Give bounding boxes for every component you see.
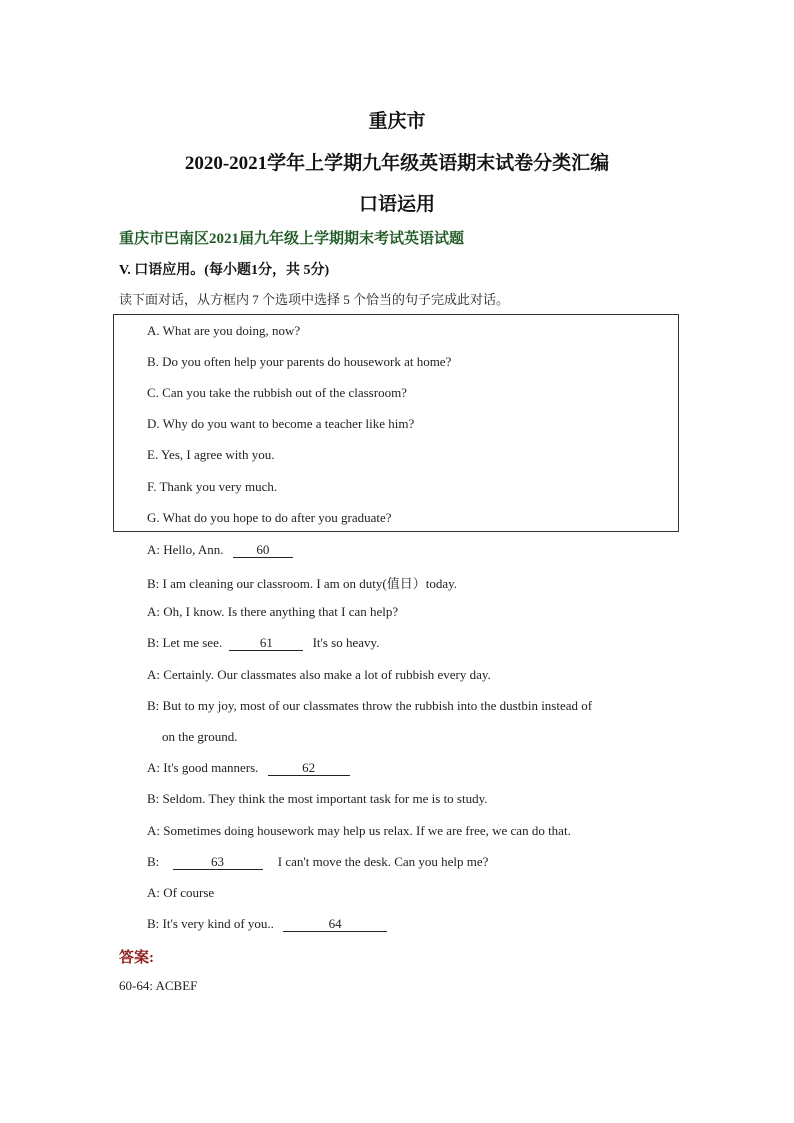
source-heading: 重庆市巴南区2021届九年级上学期期末考试英语试题 (119, 231, 465, 247)
dialogue-text: B: Let me see. (147, 635, 223, 650)
dialogue-line (147, 542, 293, 558)
dialogue-text: A: It's good manners. (147, 760, 259, 775)
dialogue-line: A: Of course (147, 885, 215, 900)
option-g: G. What do you hope to do after you graduate? (147, 510, 392, 525)
title-city: 重庆市 (368, 111, 426, 132)
blank-64: 64 (283, 917, 387, 932)
dialogue-line: A: Sometimes doing housework may help us relax. If we are free, we can do that. (147, 823, 571, 838)
dialogue-line (147, 760, 350, 776)
option-d: D. Why do you want to become a teacher like him? (147, 416, 415, 431)
dialogue-line: A: Certainly. Our classmates also make a lot of rubbish every day. (147, 667, 491, 682)
dialogue-text: It's so heavy. (312, 635, 380, 650)
dialogue-line: A: Oh, I know. Is there anything that I can help? (147, 604, 399, 619)
blank-62: 62 (268, 761, 350, 776)
answer-label: 答案: (119, 950, 154, 966)
dialogue-line: B: Seldom. They think the most important task for me is to study. (147, 791, 488, 806)
dialogue-line (147, 916, 387, 932)
dialogue-text: I can't move the desk. Can you help me? (277, 854, 489, 869)
dialogue-text: B: (147, 854, 160, 869)
title-collection: 2020-2021学年上学期九年级英语期末试卷分类汇编 (184, 153, 610, 174)
blank-61: 61 (229, 636, 303, 651)
option-e: E. Yes, I agree with you. (147, 447, 275, 462)
dialogue-line: B: But to my joy, most of our classmates throw the rubbish into the dustbin instead of (147, 698, 593, 713)
dialogue-line: on the ground. (162, 729, 238, 744)
dialogue-line: B: I am cleaning our classroom. I am on duty(值日）today. (147, 576, 458, 591)
title-topic: 口语运用 (358, 194, 435, 215)
blank-60: 60 (233, 543, 293, 558)
option-c: C. Can you take the rubbish out of the classroom? (147, 385, 407, 400)
answer-text: 60-64: ACBEF (119, 978, 198, 993)
option-b: B. Do you often help your parents do housework at home? (147, 354, 452, 369)
dialogue-line (147, 854, 488, 870)
section-heading: V. 口语应用。(每小题1分，共 5分) (119, 263, 330, 278)
dialogue-text: B: It's very kind of you.. (147, 916, 274, 931)
dialogue-line (147, 635, 379, 651)
option-a: A. What are you doing, now? (147, 323, 301, 338)
instruction-text: 读下面对话，从方框内 7 个选项中选择 5 个恰当的句子完成此对话。 (119, 292, 510, 307)
dialogue-text: A: Hello, Ann. (147, 542, 224, 557)
option-f: F. Thank you very much. (147, 479, 278, 494)
blank-63: 63 (173, 855, 263, 870)
